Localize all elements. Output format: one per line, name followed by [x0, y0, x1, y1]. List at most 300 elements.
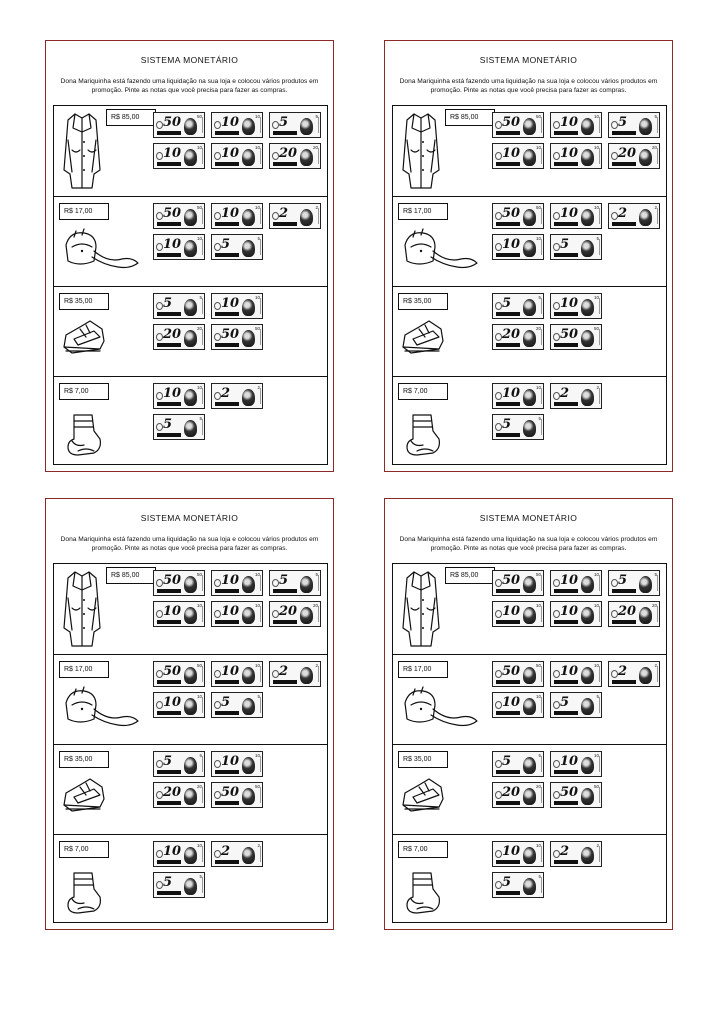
- banknote-value: 2: [221, 844, 231, 859]
- banknote-corner-value: 50: [196, 663, 202, 668]
- banknote-2[interactable]: [211, 383, 263, 409]
- reais-banner: [273, 589, 297, 593]
- exercise-row-sneaker: [54, 286, 327, 376]
- reais-banner: [215, 680, 239, 684]
- watermark-icon: [272, 121, 279, 129]
- banknote-2[interactable]: [608, 203, 660, 229]
- banknote-10[interactable]: [550, 751, 602, 777]
- reais-banner: [157, 343, 181, 347]
- banknote-2[interactable]: [269, 203, 321, 229]
- portrait-icon: [184, 878, 197, 895]
- banknote-10[interactable]: [211, 570, 263, 596]
- banknote-corner-value: 10: [196, 603, 202, 608]
- banknote-value: 10: [221, 573, 240, 588]
- portrait-icon: [184, 299, 197, 316]
- watermark-icon: [156, 850, 163, 858]
- banknote-20[interactable]: [153, 324, 205, 350]
- banknote-corner-value: 10: [254, 663, 260, 668]
- banknote-value: 10: [502, 146, 521, 161]
- watermark-icon: [553, 760, 560, 768]
- banknote-value: 50: [221, 327, 240, 342]
- reais-banner: [612, 680, 636, 684]
- reais-banner: [157, 312, 181, 316]
- banknote-20[interactable]: [269, 601, 321, 627]
- handbag-icon: [399, 227, 481, 276]
- banknote-20[interactable]: [492, 324, 544, 350]
- watermark-icon: [553, 243, 560, 251]
- banknote-20[interactable]: [492, 782, 544, 808]
- coat-icon: [60, 568, 104, 655]
- banknote-corner-value: 10: [254, 603, 260, 608]
- shoe-icon: [60, 775, 108, 820]
- banknote-10[interactable]: [550, 112, 602, 138]
- price-tag: R$ 7,00: [59, 841, 109, 858]
- portrait-icon: [581, 209, 594, 226]
- portrait-icon: [523, 667, 536, 684]
- banknote-value: 50: [163, 573, 182, 588]
- banknote-value: 2: [618, 206, 628, 221]
- watermark-icon: [156, 881, 163, 889]
- banknote-2[interactable]: [550, 841, 602, 867]
- banknote-corner-value: 10: [535, 145, 541, 150]
- portrait-icon: [184, 389, 197, 406]
- security-strip: [202, 606, 203, 622]
- banknote-10[interactable]: [492, 234, 544, 260]
- banknote-10[interactable]: [550, 203, 602, 229]
- reais-banner: [496, 253, 520, 257]
- worksheet-card: [384, 498, 673, 930]
- banknote-value: 10: [560, 664, 579, 679]
- sock-icon: [403, 411, 441, 464]
- security-strip: [657, 208, 658, 224]
- portrait-icon: [523, 330, 536, 347]
- banknote-value: 10: [221, 604, 240, 619]
- security-strip: [599, 756, 600, 772]
- watermark-icon: [214, 392, 221, 400]
- banknote-value: 20: [163, 785, 182, 800]
- security-strip: [541, 846, 542, 862]
- banknote-10[interactable]: [492, 692, 544, 718]
- watermark-icon: [156, 333, 163, 341]
- banknote-value: 10: [560, 296, 579, 311]
- banknote-value: 10: [502, 844, 521, 859]
- banknote-value: 10: [560, 604, 579, 619]
- exercise-row-handbag: [393, 654, 666, 744]
- portrait-icon: [581, 757, 594, 774]
- portrait-icon: [639, 576, 652, 593]
- portrait-icon: [581, 299, 594, 316]
- security-strip: [541, 606, 542, 622]
- banknote-corner-value: 50: [254, 784, 260, 789]
- watermark-icon: [495, 302, 502, 310]
- reais-banner: [273, 222, 297, 226]
- banknote-50[interactable]: [153, 570, 205, 596]
- banknote-20[interactable]: [608, 601, 660, 627]
- banknote-20[interactable]: [269, 143, 321, 169]
- banknote-value: 20: [618, 146, 637, 161]
- banknote-value: 10: [221, 296, 240, 311]
- banknote-corner-value: 20: [196, 326, 202, 331]
- watermark-icon: [495, 881, 502, 889]
- portrait-icon: [242, 330, 255, 347]
- banknote-50[interactable]: [211, 324, 263, 350]
- reais-banner: [554, 801, 578, 805]
- reais-banner: [157, 801, 181, 805]
- security-strip: [318, 666, 319, 682]
- security-strip: [260, 606, 261, 622]
- banknote-10[interactable]: [153, 143, 205, 169]
- portrait-icon: [581, 118, 594, 135]
- security-strip: [202, 787, 203, 803]
- banknote-value: 50: [163, 206, 182, 221]
- banknote-corner-value: 10: [254, 114, 260, 119]
- security-strip: [657, 117, 658, 133]
- security-strip: [599, 148, 600, 164]
- watermark-icon: [495, 701, 502, 709]
- reais-banner: [496, 801, 520, 805]
- banknote-value: 10: [502, 237, 521, 252]
- banknote-corner-value: 20: [535, 784, 541, 789]
- portrait-icon: [523, 389, 536, 406]
- watermark-icon: [156, 302, 163, 310]
- banknote-5[interactable]: [269, 570, 321, 596]
- banknote-2[interactable]: [550, 383, 602, 409]
- banknote-value: 5: [163, 875, 173, 890]
- banknote-5[interactable]: [211, 234, 263, 260]
- watermark-icon: [156, 579, 163, 587]
- price-tag: R$ 35,00: [398, 751, 448, 768]
- reais-banner: [496, 589, 520, 593]
- reais-banner: [157, 860, 181, 864]
- price-tag: R$ 7,00: [398, 841, 448, 858]
- reais-banner: [496, 343, 520, 347]
- banknote-value: 50: [502, 115, 521, 130]
- reais-banner: [273, 620, 297, 624]
- portrait-icon: [639, 667, 652, 684]
- banknote-10[interactable]: [211, 293, 263, 319]
- banknote-2[interactable]: [608, 661, 660, 687]
- banknote-10[interactable]: [153, 383, 205, 409]
- banknote-value: 10: [221, 115, 240, 130]
- banknote-10[interactable]: [492, 601, 544, 627]
- portrait-icon: [242, 299, 255, 316]
- watermark-icon: [214, 850, 221, 858]
- banknote-50[interactable]: [153, 112, 205, 138]
- reais-banner: [215, 253, 239, 257]
- worksheet-instructions: Dona Mariquinha está fazendo uma liquidação na sua loja e colocou vários produtos em promoção. Pinte as notas que você precisa para fazer as compras.: [60, 78, 319, 94]
- security-strip: [202, 756, 203, 772]
- price-tag: R$ 35,00: [59, 293, 109, 310]
- banknote-corner-value: 10: [593, 663, 599, 668]
- banknote-50[interactable]: [492, 570, 544, 596]
- portrait-icon: [523, 209, 536, 226]
- banknote-value: 50: [560, 327, 579, 342]
- banknote-value: 10: [221, 754, 240, 769]
- watermark-icon: [214, 212, 221, 220]
- banknote-corner-value: 5: [315, 572, 318, 577]
- worksheet-card: [45, 498, 334, 930]
- banknote-value: 10: [560, 754, 579, 769]
- watermark-icon: [553, 212, 560, 220]
- banknote-value: 5: [279, 115, 289, 130]
- banknote-corner-value: 10: [535, 843, 541, 848]
- banknote-50[interactable]: [550, 782, 602, 808]
- portrait-icon: [184, 240, 197, 257]
- banknote-10[interactable]: [550, 661, 602, 687]
- portrait-icon: [581, 847, 594, 864]
- banknote-10[interactable]: [492, 143, 544, 169]
- security-strip: [318, 208, 319, 224]
- security-strip: [599, 388, 600, 404]
- banknote-5[interactable]: [492, 293, 544, 319]
- banknote-10[interactable]: [550, 293, 602, 319]
- banknote-corner-value: 5: [257, 694, 260, 699]
- portrait-icon: [184, 330, 197, 347]
- banknote-5[interactable]: [153, 751, 205, 777]
- security-strip: [599, 606, 600, 622]
- banknote-5[interactable]: [269, 112, 321, 138]
- portrait-icon: [523, 149, 536, 166]
- watermark-icon: [156, 121, 163, 129]
- banknote-5[interactable]: [153, 293, 205, 319]
- banknote-corner-value: 5: [199, 753, 202, 758]
- banknote-corner-value: 50: [535, 205, 541, 210]
- watermark-icon: [214, 760, 221, 768]
- portrait-icon: [300, 607, 313, 624]
- portrait-icon: [523, 118, 536, 135]
- portrait-icon: [523, 299, 536, 316]
- banknote-corner-value: 10: [254, 205, 260, 210]
- exercise-grid: [392, 563, 667, 923]
- banknote-5[interactable]: [550, 234, 602, 260]
- banknote-50[interactable]: [211, 782, 263, 808]
- banknote-value: 5: [163, 296, 173, 311]
- watermark-icon: [495, 121, 502, 129]
- reais-banner: [554, 711, 578, 715]
- banknote-50[interactable]: [492, 112, 544, 138]
- price-tag: R$ 7,00: [59, 383, 109, 400]
- sock-icon: [403, 869, 441, 922]
- banknote-50[interactable]: [550, 324, 602, 350]
- banknote-value: 10: [163, 386, 182, 401]
- banknote-value: 5: [163, 417, 173, 432]
- price-tag: R$ 85,00: [106, 567, 156, 584]
- banknote-2[interactable]: [211, 841, 263, 867]
- banknote-10[interactable]: [153, 601, 205, 627]
- watermark-icon: [553, 302, 560, 310]
- security-strip: [599, 846, 600, 862]
- price-tag: R$ 17,00: [59, 661, 109, 678]
- exercise-grid: [53, 105, 328, 465]
- reais-banner: [273, 131, 297, 135]
- banknote-5[interactable]: [153, 872, 205, 898]
- banknote-value: 50: [163, 115, 182, 130]
- watermark-icon: [156, 152, 163, 160]
- banknote-value: 10: [163, 695, 182, 710]
- worksheet-title: SISTEMA MONETÁRIO: [479, 513, 578, 523]
- watermark-icon: [553, 791, 560, 799]
- worksheet-instructions: Dona Mariquinha está fazendo uma liquidação na sua loja e colocou vários produtos em promoção. Pinte as notas que você precisa para fazer as compras.: [399, 78, 658, 94]
- portrait-icon: [300, 667, 313, 684]
- banknote-corner-value: 10: [593, 145, 599, 150]
- portrait-icon: [523, 607, 536, 624]
- security-strip: [260, 117, 261, 133]
- price-tag: R$ 17,00: [59, 203, 109, 220]
- handbag-icon: [60, 227, 142, 276]
- banknote-value: 20: [502, 327, 521, 342]
- watermark-icon: [214, 302, 221, 310]
- banknote-10[interactable]: [492, 841, 544, 867]
- reais-banner: [157, 402, 181, 406]
- security-strip: [260, 697, 261, 713]
- banknote-50[interactable]: [153, 203, 205, 229]
- security-strip: [541, 239, 542, 255]
- portrait-icon: [523, 420, 536, 437]
- reais-banner: [554, 162, 578, 166]
- banknote-10[interactable]: [211, 661, 263, 687]
- reais-banner: [496, 711, 520, 715]
- reais-banner: [215, 770, 239, 774]
- banknote-10[interactable]: [211, 203, 263, 229]
- banknote-value: 5: [502, 875, 512, 890]
- banknote-10[interactable]: [211, 112, 263, 138]
- banknote-5[interactable]: [153, 414, 205, 440]
- worksheet-title: SISTEMA MONETÁRIO: [140, 513, 239, 523]
- portrait-icon: [581, 667, 594, 684]
- banknote-50[interactable]: [153, 661, 205, 687]
- reais-banner: [215, 131, 239, 135]
- watermark-icon: [495, 670, 502, 678]
- exercise-row-socks: [393, 834, 666, 924]
- banknote-corner-value: 5: [538, 753, 541, 758]
- banknote-value: 5: [163, 754, 173, 769]
- security-strip: [260, 846, 261, 862]
- portrait-icon: [300, 149, 313, 166]
- banknote-5[interactable]: [492, 414, 544, 440]
- reais-banner: [157, 589, 181, 593]
- banknote-value: 5: [221, 695, 231, 710]
- banknote-value: 20: [279, 604, 298, 619]
- exercise-row-coat: [393, 564, 666, 654]
- banknote-5[interactable]: [492, 872, 544, 898]
- banknote-value: 50: [502, 206, 521, 221]
- security-strip: [541, 666, 542, 682]
- price-tag: R$ 85,00: [445, 109, 495, 126]
- security-strip: [599, 117, 600, 133]
- security-strip: [541, 877, 542, 893]
- reais-banner: [157, 620, 181, 624]
- reais-banner: [554, 860, 578, 864]
- banknote-10[interactable]: [211, 601, 263, 627]
- portrait-icon: [242, 576, 255, 593]
- banknote-20[interactable]: [153, 782, 205, 808]
- banknote-20[interactable]: [608, 143, 660, 169]
- portrait-icon: [581, 607, 594, 624]
- banknote-value: 20: [279, 146, 298, 161]
- watermark-icon: [214, 791, 221, 799]
- price-tag: R$ 17,00: [398, 661, 448, 678]
- banknote-value: 10: [221, 664, 240, 679]
- banknote-10[interactable]: [153, 234, 205, 260]
- banknote-value: 5: [560, 695, 570, 710]
- banknote-value: 20: [618, 604, 637, 619]
- watermark-icon: [156, 392, 163, 400]
- watermark-icon: [156, 610, 163, 618]
- reais-banner: [496, 162, 520, 166]
- banknote-corner-value: 10: [593, 205, 599, 210]
- security-strip: [541, 756, 542, 772]
- banknote-value: 10: [502, 604, 521, 619]
- banknote-10[interactable]: [550, 143, 602, 169]
- banknote-10[interactable]: [153, 841, 205, 867]
- banknote-50[interactable]: [492, 661, 544, 687]
- portrait-icon: [184, 667, 197, 684]
- banknote-corner-value: 10: [254, 753, 260, 758]
- security-strip: [599, 666, 600, 682]
- banknote-value: 20: [163, 327, 182, 342]
- reais-banner: [554, 253, 578, 257]
- banknote-10[interactable]: [211, 751, 263, 777]
- banknote-5[interactable]: [608, 112, 660, 138]
- banknote-10[interactable]: [492, 383, 544, 409]
- banknote-5[interactable]: [492, 751, 544, 777]
- banknote-corner-value: 5: [199, 295, 202, 300]
- portrait-icon: [581, 576, 594, 593]
- portrait-icon: [184, 788, 197, 805]
- security-strip: [318, 148, 319, 164]
- banknote-50[interactable]: [492, 203, 544, 229]
- portrait-icon: [184, 149, 197, 166]
- banknote-10[interactable]: [550, 570, 602, 596]
- banknote-5[interactable]: [211, 692, 263, 718]
- exercise-row-coat: [54, 106, 327, 196]
- banknote-10[interactable]: [211, 143, 263, 169]
- portrait-icon: [242, 788, 255, 805]
- banknote-corner-value: 5: [596, 236, 599, 241]
- exercise-row-socks: [393, 376, 666, 466]
- banknote-value: 2: [560, 386, 570, 401]
- banknote-value: 10: [560, 115, 579, 130]
- watermark-icon: [495, 243, 502, 251]
- banknote-corner-value: 10: [593, 114, 599, 119]
- banknote-corner-value: 5: [654, 572, 657, 577]
- reais-banner: [554, 620, 578, 624]
- banknote-corner-value: 50: [535, 572, 541, 577]
- banknote-2[interactable]: [269, 661, 321, 687]
- banknote-corner-value: 5: [315, 114, 318, 119]
- banknote-10[interactable]: [550, 601, 602, 627]
- banknote-corner-value: 2: [596, 843, 599, 848]
- security-strip: [541, 787, 542, 803]
- portrait-icon: [242, 757, 255, 774]
- banknote-10[interactable]: [153, 692, 205, 718]
- reais-banner: [215, 402, 239, 406]
- reais-banner: [157, 680, 181, 684]
- reais-banner: [554, 343, 578, 347]
- reais-banner: [612, 162, 636, 166]
- security-strip: [202, 298, 203, 314]
- watermark-icon: [611, 610, 618, 618]
- banknote-corner-value: 10: [535, 694, 541, 699]
- security-strip: [541, 329, 542, 345]
- banknote-5[interactable]: [608, 570, 660, 596]
- exercise-row-handbag: [54, 196, 327, 286]
- watermark-icon: [214, 701, 221, 709]
- portrait-icon: [523, 240, 536, 257]
- portrait-icon: [242, 667, 255, 684]
- banknote-5[interactable]: [550, 692, 602, 718]
- watermark-icon: [611, 670, 618, 678]
